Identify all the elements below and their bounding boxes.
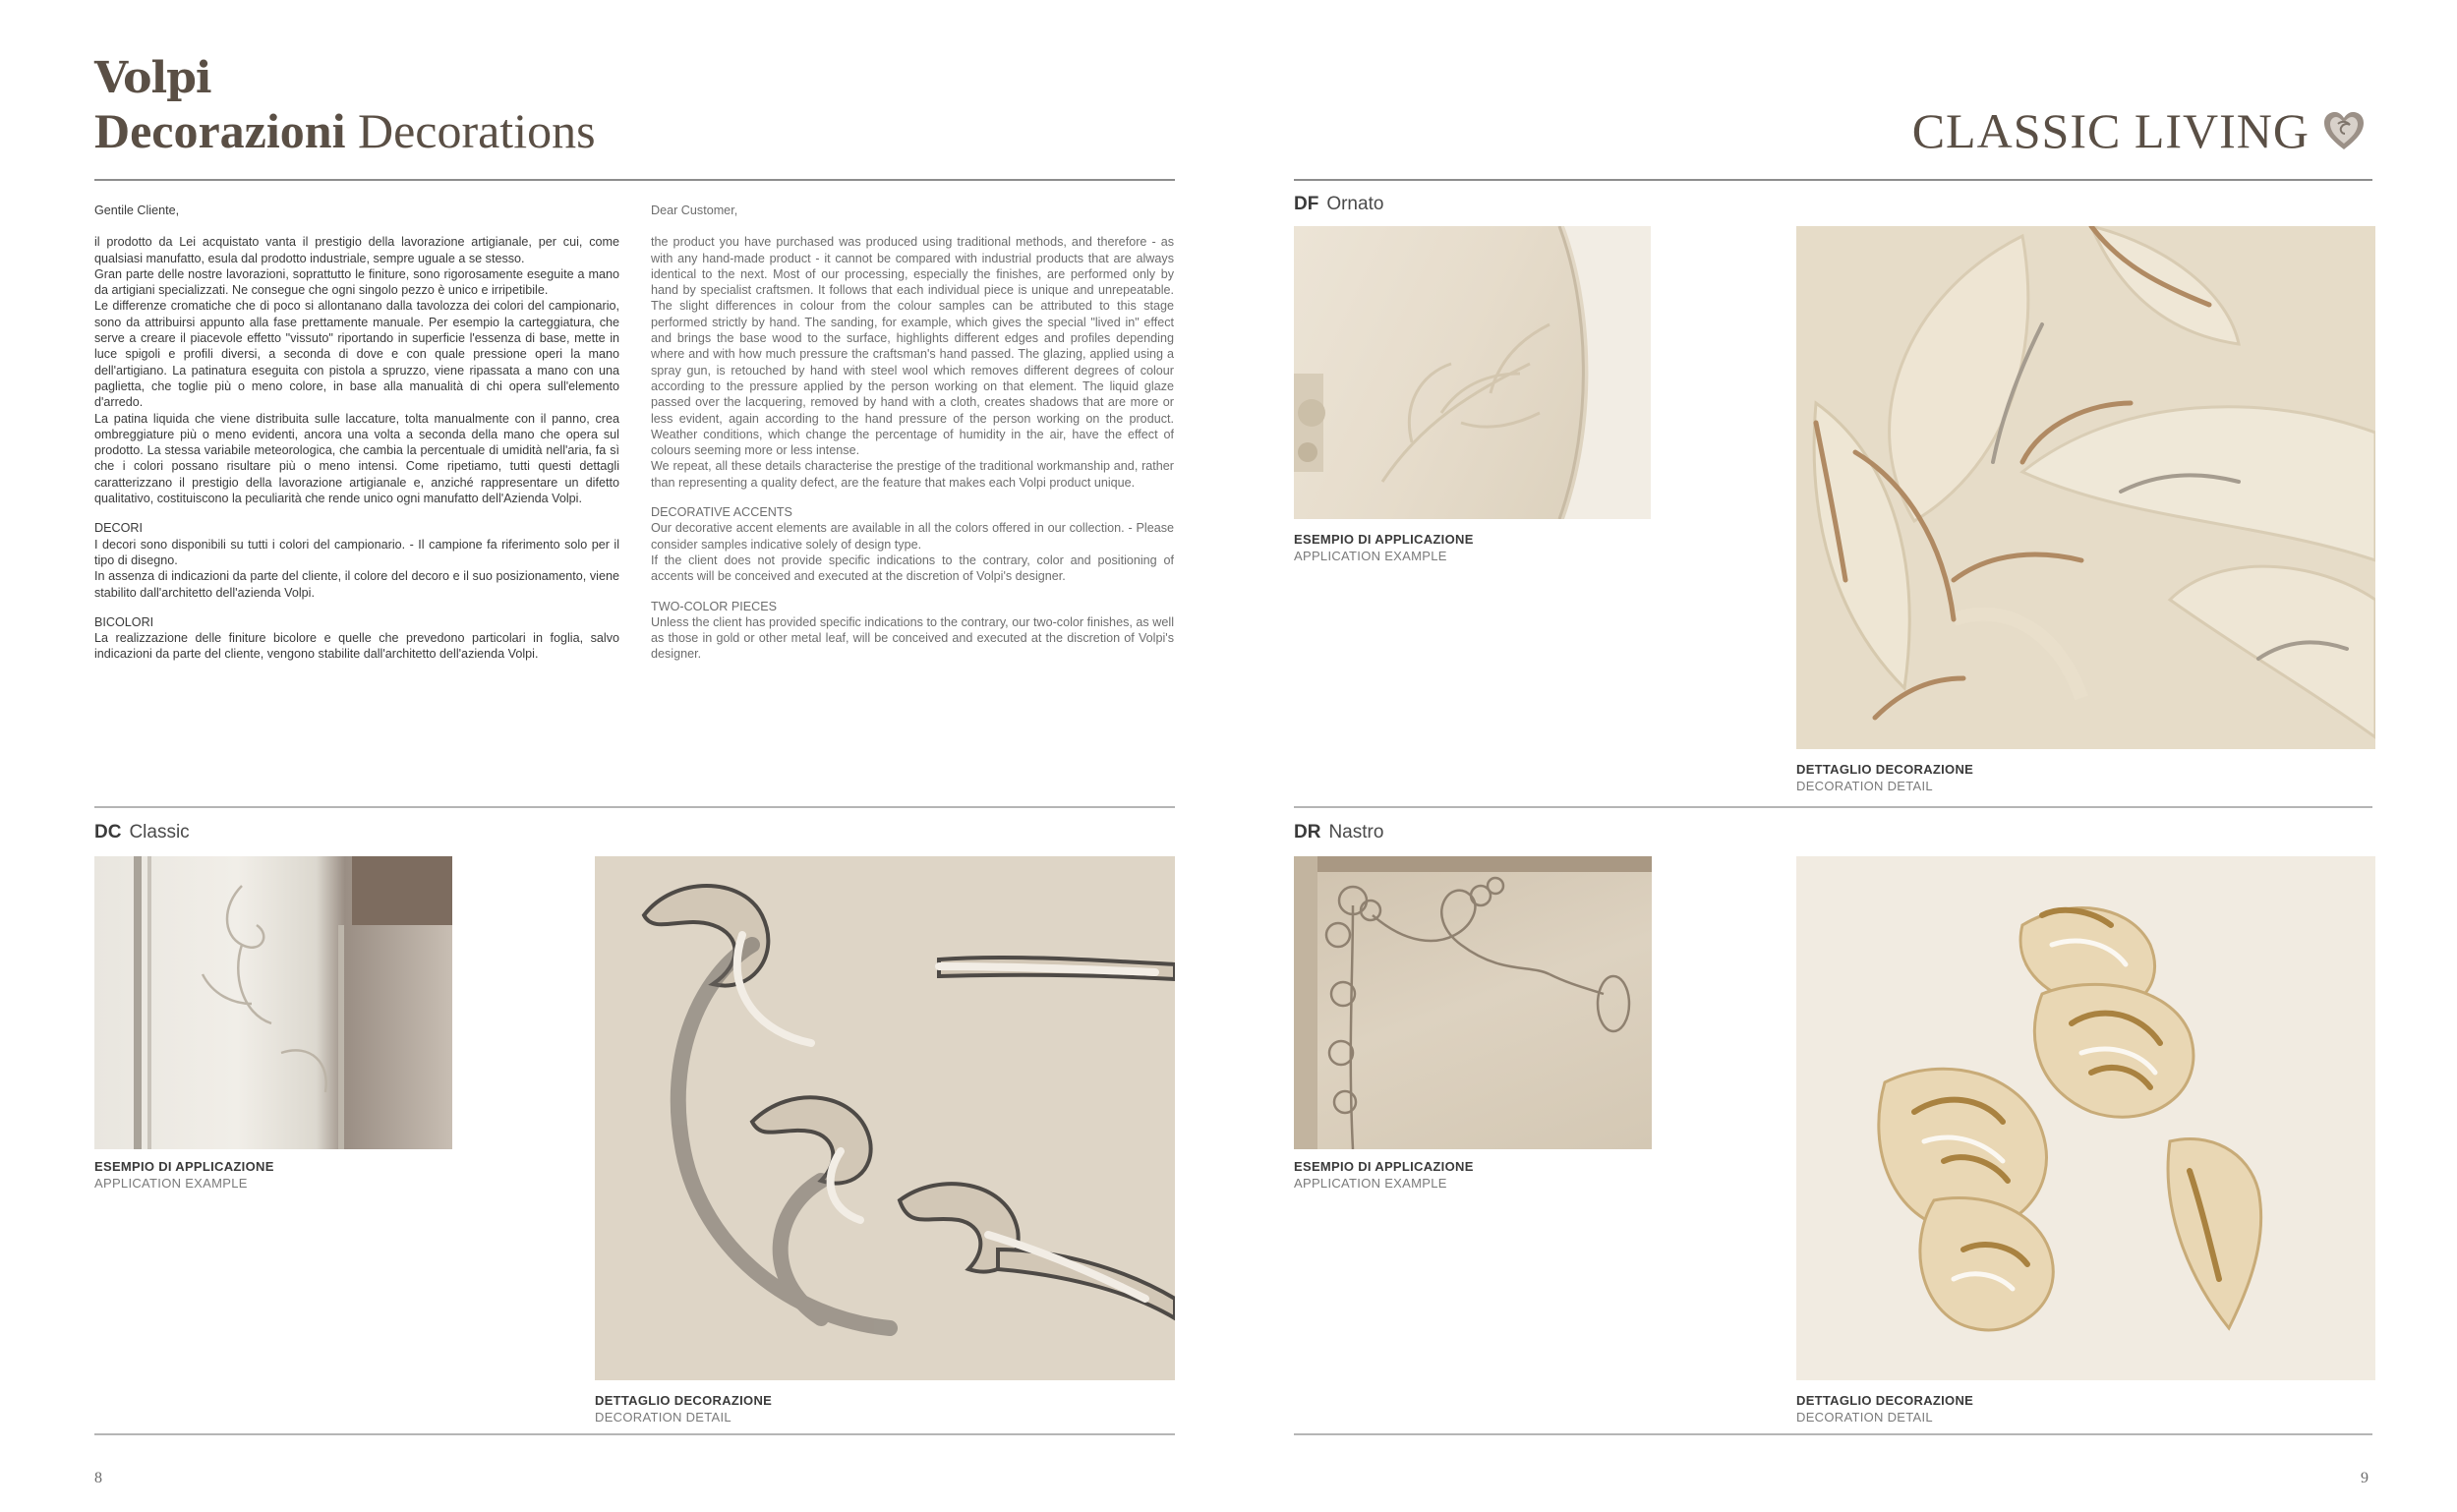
caption-detail-it: DETTAGLIO DECORAZIONE <box>1796 762 1974 777</box>
header-rule-left <box>94 179 1175 181</box>
italian-greeting: Gentile Cliente, <box>94 204 180 217</box>
df-application-photo <box>1294 226 1651 519</box>
italian-paragraph: Le differenze cromatiche che di poco si allontanano dalla tavolozza dei colori del campionario, sono da attribuirsi appunto alla fase prettamente manuale. Per esempio la carteggiatura, che serve a creare il piacevole effetto "vissuto" riportando in superficie l'essenza di base, mette in luce spigoli e profili diversi, a seconda di dove e con quale pressione operi la mano dell'artigiano. La patinatura eseguita con pistola a spruzzo, viene ripassata a mano con una paglietta, che toglie più o meno colore, in base alla manualità di chi opera sull'elemento d'arredo. <box>94 299 619 410</box>
caption-application-it: ESEMPIO DI APPLICAZIONE <box>1294 1159 1474 1174</box>
english-paragraph: We repeat, all these details characterise the prestige of the traditional workmanship and, rather than representing a quality defect, are the feature that makes each Volpi product unique. <box>651 459 1174 490</box>
footer-rule-right <box>1294 1433 2372 1435</box>
caption-application-en: APPLICATION EXAMPLE <box>94 1176 248 1191</box>
caption-application-en: APPLICATION EXAMPLE <box>1294 1176 1447 1191</box>
caption-application-en: APPLICATION EXAMPLE <box>1294 549 1447 563</box>
header-rule-right <box>1294 179 2372 181</box>
page-number-left: 8 <box>94 1470 102 1486</box>
accents-paragraph: If the client does not provide specific indications to the contrary, color and positioning of accents will be conceived and executed at the discretion of Volpi's designer. <box>651 552 1174 584</box>
footer-rule-left <box>94 1433 1175 1435</box>
decori-paragraph: I decori sono disponibili su tutti i colori del campionario. - Il campione fa riferimento solo per il tipo di disegno. <box>94 537 619 567</box>
dc-detail-photo <box>595 856 1175 1380</box>
section-code: DC <box>94 822 122 843</box>
italian-text-column <box>94 203 619 663</box>
section-title-df <box>1294 194 1383 215</box>
caption-application-it: ESEMPIO DI APPLICAZIONE <box>94 1159 274 1174</box>
section-code: DR <box>1294 822 1321 843</box>
accents-paragraph: Our decorative accent elements are available in all the colors offered in our collection. - Please consider samples indicative solely of design type. <box>651 521 1174 552</box>
section-name: Classic <box>129 822 190 843</box>
section-name: Ornato <box>1326 194 1384 214</box>
section-title-dr <box>1294 822 1383 843</box>
section-rule-left <box>94 806 1175 808</box>
collection-name: CLASSIC LIVING <box>1911 103 2310 158</box>
caption-detail-en: DECORATION DETAIL <box>1796 779 1933 793</box>
dc-application-photo <box>94 856 452 1149</box>
italian-paragraph: il prodotto da Lei acquistato vanta il prestigio della lavorazione artigianale, per cui, come qualsiasi manufatto, esula dal prodotto industriale, sempre uguale a se stesso. <box>94 235 619 265</box>
heart-emblem-icon <box>2321 108 2367 153</box>
page-title <box>94 102 596 159</box>
italian-paragraph: Gran parte delle nostre lavorazioni, soprattutto le finiture, sono rigorosamente eseguite a mano da artigiani specializzati. Ne consegue che ogni singolo pezzo è unico e irripetibile. <box>94 266 619 298</box>
section-name: Nastro <box>1328 822 1384 843</box>
dr-detail-photo <box>1796 856 2375 1380</box>
caption-detail-it: DETTAGLIO DECORAZIONE <box>1796 1393 1974 1408</box>
title-english: Decorations <box>357 103 596 158</box>
twocolor-paragraph: Unless the client has provided specific indications to the contrary, our two-color finishes, as well as those in gold or other metal leaf, will be conceived and executed at the discretion of Volpi's designer. <box>651 614 1174 662</box>
title-italian: Decorazioni <box>94 103 346 158</box>
section-code: DF <box>1294 194 1319 214</box>
bicolori-paragraph: La realizzazione delle finiture bicolore e quelle che prevedono particolari in foglia, salvo indicazioni da parte del cliente, vengono stabilite dall'architetto dell'azienda Volpi. <box>94 631 619 662</box>
section-title-dc <box>94 822 190 843</box>
english-greeting: Dear Customer, <box>651 204 738 217</box>
dr-application-photo <box>1294 856 1652 1149</box>
page-number-right: 9 <box>2361 1470 2369 1486</box>
english-text-column <box>651 203 1174 663</box>
twocolor-heading: TWO-COLOR PIECES <box>651 599 778 613</box>
accents-heading: DECORATIVE ACCENTS <box>651 505 792 520</box>
caption-detail-it: DETTAGLIO DECORAZIONE <box>595 1393 773 1408</box>
caption-detail-en: DECORATION DETAIL <box>595 1410 731 1425</box>
decori-paragraph: In assenza di indicazioni da parte del cliente, il colore del decoro e il suo posizionamento, viene stabilito dall'architetto dell'azienda Volpi. <box>94 569 619 600</box>
english-paragraph: the product you have purchased was produced using traditional methods, and therefore - as with any hand-made product - it cannot be compared with industrial products that are always identical to the next. Most of our processing, especially the finishes, are performed only by hand by specialist craftsmen. It follows that each individual piece is unique and unrepeatable. The slight differences in colour from the colour samples can be attributed to this stage performed strictly by hand. The sanding, for example, which gives the special "lived in" effect and brings the base wood to the surface, highlights different edges and profiles depending where and with how much pressure the craftsman's hand passed. The glazing, applied using a spray gun, is retouched by hand with steel wool which removes different degrees of colour according to the pressure applied by the person working on that element. The liquid glaze passed over the lacquering, removed by hand with a cloth, creates shadows that are more or less evident, again according to the hand pressure of the person working on the product. Weather conditions, which change the percentage of humidity in the air, have the effect of colours seeming more or less intense. <box>651 235 1174 458</box>
italian-paragraph: La patina liquida che viene distribuita sulle laccature, tolta manualmente con il panno, crea ombreggiature più o meno evidenti, ancora una volta a seconda della mano che opera sul prodotto. La stessa variabile meteorologica, che cambia la percentuale di umidità nell'aria, fa sì che i colori possano risultare più o meno intensi. Come ripetiamo, tutti questi dettagli caratterizzano il prestigio della lavorazione artigianale e, anziché rappresentare un difetto qualitativo, costituiscono la peculiarità che rende unico ogni manufatto dell'Azienda Volpi. <box>94 411 619 506</box>
section-rule-right <box>1294 806 2372 808</box>
caption-application-it: ESEMPIO DI APPLICAZIONE <box>1294 532 1474 547</box>
brand-logo: Volpi <box>94 53 211 103</box>
caption-detail-en: DECORATION DETAIL <box>1796 1410 1933 1425</box>
bicolori-heading: BICOLORI <box>94 614 154 629</box>
decori-heading: DECORI <box>94 521 143 536</box>
df-detail-photo <box>1796 226 2375 749</box>
